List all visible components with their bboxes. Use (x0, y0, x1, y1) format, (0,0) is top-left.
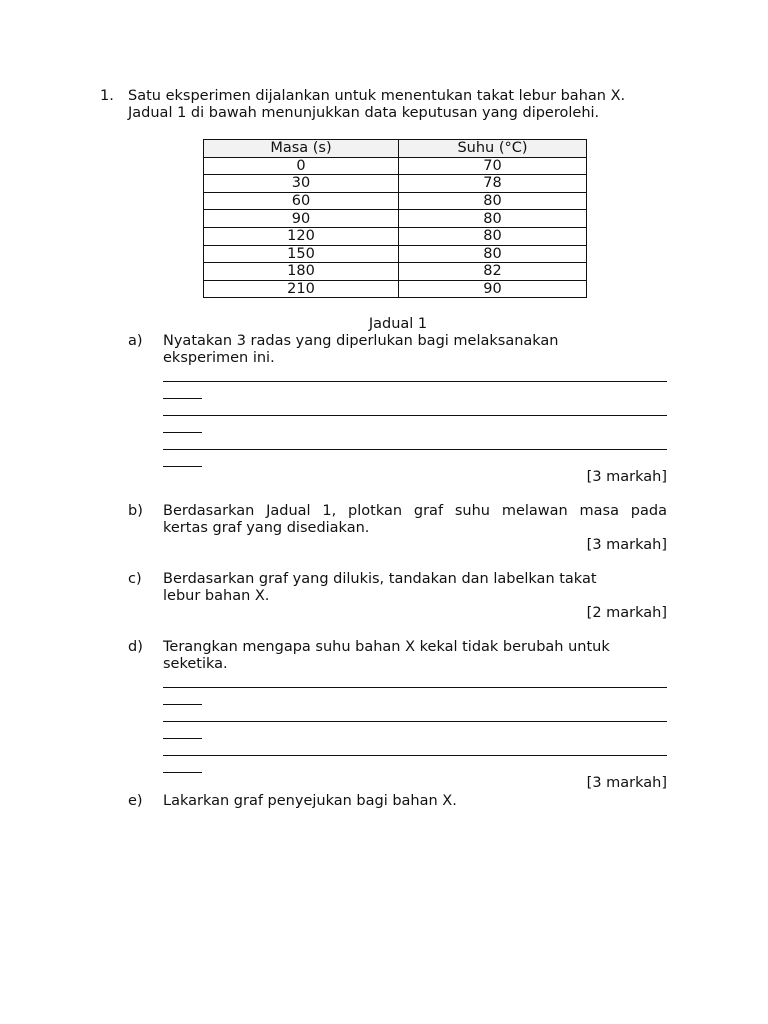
cell-masa: 180 (204, 263, 399, 281)
table-row (204, 263, 587, 281)
cell-suhu: 80 (399, 192, 587, 210)
header-masa: Masa (s) (204, 140, 399, 158)
question-number: 1. (100, 88, 114, 104)
table-caption: Jadual 1 (368, 316, 428, 332)
table-row (204, 157, 587, 175)
question-line: lebur bahan X. (163, 588, 270, 604)
question-line: Berdasarkan graf yang dilukis, tandakan dan labelkan takat (163, 571, 597, 587)
cell-masa: 120 (204, 227, 399, 245)
data-table (203, 139, 587, 298)
table-row (204, 210, 587, 228)
answer-line-continuation[interactable] (163, 432, 202, 433)
part-a-label: a) (128, 333, 143, 349)
cell-masa: 0 (204, 157, 399, 175)
part-b-marks: [3 markah] (586, 537, 667, 553)
question-line: Nyatakan 3 radas yang diperlukan bagi melaksanakan (163, 333, 559, 349)
cell-suhu: 70 (399, 157, 587, 175)
question-intro (128, 88, 688, 122)
answer-line-continuation[interactable] (163, 398, 202, 399)
answer-line[interactable] (163, 381, 667, 382)
cell-suhu: 80 (399, 245, 587, 263)
intro-line: Satu eksperimen dijalankan untuk menentukan takat lebur bahan X. (128, 88, 626, 104)
answer-line-continuation[interactable] (163, 738, 202, 739)
question-line: kertas graf yang disediakan. (163, 520, 370, 536)
cell-suhu: 82 (399, 263, 587, 281)
part-a-marks: [3 markah] (586, 469, 667, 485)
cell-masa: 150 (204, 245, 399, 263)
answer-line[interactable] (163, 449, 667, 450)
part-d-question (163, 639, 667, 673)
cell-masa: 30 (204, 175, 399, 193)
part-b-question (163, 503, 667, 537)
table-row (204, 280, 587, 298)
part-e-question (163, 793, 667, 810)
part-c-question (163, 571, 667, 605)
part-a-question (163, 333, 667, 367)
part-d-marks: [3 markah] (586, 775, 667, 791)
cell-suhu: 78 (399, 175, 587, 193)
cell-suhu: 80 (399, 227, 587, 245)
question-line: seketika. (163, 656, 228, 672)
question-line: Berdasarkan Jadual 1, plotkan graf suhu melawan masa pada (163, 503, 667, 519)
cell-masa: 210 (204, 280, 399, 298)
answer-line-continuation[interactable] (163, 704, 202, 705)
cell-suhu: 90 (399, 280, 587, 298)
answer-line-continuation[interactable] (163, 466, 202, 467)
table-row (204, 245, 587, 263)
question-line: Lakarkan graf penyejukan bagi bahan X. (163, 793, 457, 809)
answer-line[interactable] (163, 415, 667, 416)
part-d-label: d) (128, 639, 143, 655)
cell-masa: 60 (204, 192, 399, 210)
part-b-label: b) (128, 503, 143, 519)
answer-line[interactable] (163, 721, 667, 722)
answer-line[interactable] (163, 687, 667, 688)
table-row (204, 227, 587, 245)
header-suhu: Suhu (°C) (399, 140, 587, 158)
part-c-marks: [2 markah] (586, 605, 667, 621)
question-line: eksperimen ini. (163, 350, 275, 366)
cell-suhu: 80 (399, 210, 587, 228)
cell-masa: 90 (204, 210, 399, 228)
table-row (204, 175, 587, 193)
table-header-row (204, 140, 587, 158)
question-line: Terangkan mengapa suhu bahan X kekal tidak berubah untuk (163, 639, 610, 655)
intro-line: Jadual 1 di bawah menunjukkan data keputusan yang diperolehi. (128, 105, 600, 121)
table-row (204, 192, 587, 210)
answer-line[interactable] (163, 755, 667, 756)
answer-line-continuation[interactable] (163, 772, 202, 773)
part-e-label: e) (128, 793, 143, 809)
part-c-label: c) (128, 571, 142, 587)
